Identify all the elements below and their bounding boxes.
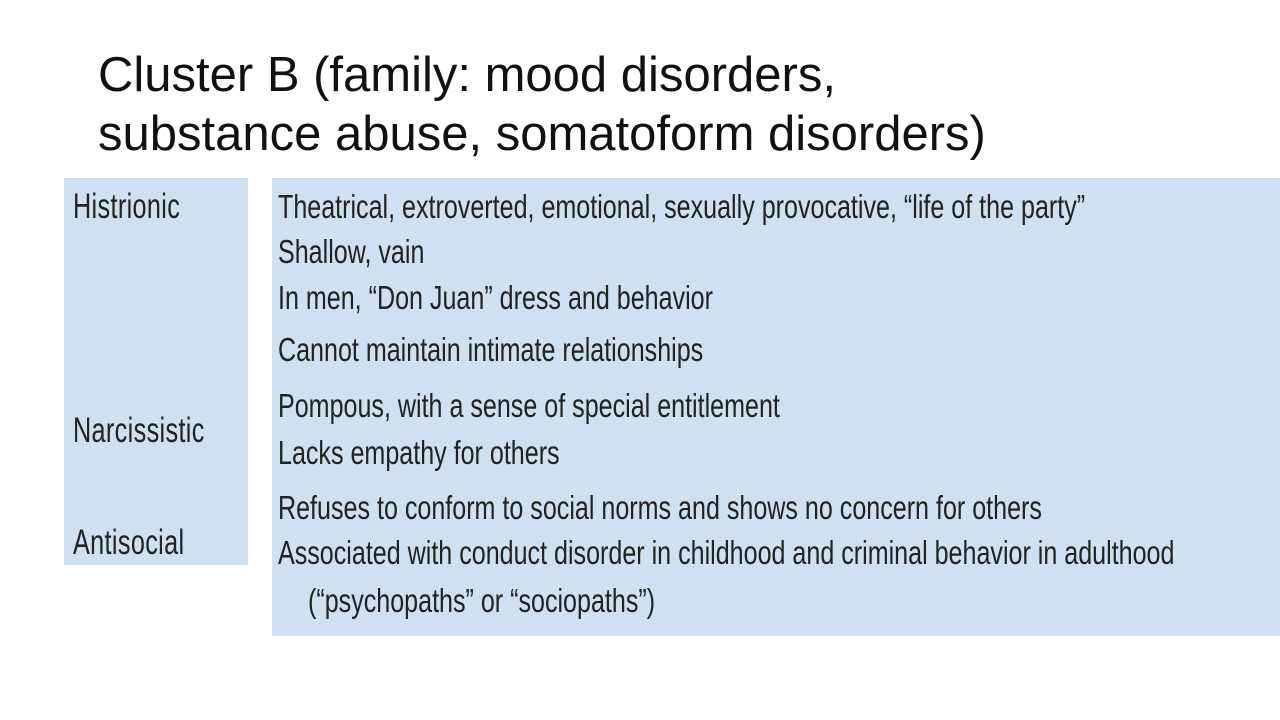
- disorder-labels-image: [64, 178, 248, 565]
- histrionic-trait-3: In men, “Don Juan” dress and behavior: [278, 279, 713, 316]
- label-antisocial: Antisocial: [73, 523, 185, 562]
- label-histrionic: Histrionic: [73, 187, 181, 226]
- histrionic-trait-4: Cannot maintain intimate relationships: [278, 331, 704, 368]
- histrionic-trait-1: Theatrical, extroverted, emotional, sexually provocative, “life of the party”: [278, 188, 1086, 225]
- slide-title-line-1: Cluster B (family: mood disorders,: [98, 48, 836, 102]
- antisocial-trait-2: Associated with conduct disorder in childhood and criminal behavior in adulthood: [278, 534, 1175, 571]
- label-narcissistic: Narcissistic: [73, 411, 205, 450]
- disorder-descriptions-image: [272, 178, 1280, 636]
- slide-title: [98, 46, 1248, 164]
- slide-title-line-2: substance abuse, somatoform disorders): [98, 107, 986, 161]
- histrionic-trait-2: Shallow, vain: [278, 233, 425, 270]
- narcissistic-trait-1: Pompous, with a sense of special entitlement: [278, 387, 780, 424]
- antisocial-trait-1: Refuses to conform to social norms and shows no concern for others: [278, 489, 1042, 526]
- narcissistic-trait-2: Lacks empathy for others: [278, 434, 560, 471]
- antisocial-trait-2-continued: (“psychopaths” or “sociopaths”): [308, 582, 656, 619]
